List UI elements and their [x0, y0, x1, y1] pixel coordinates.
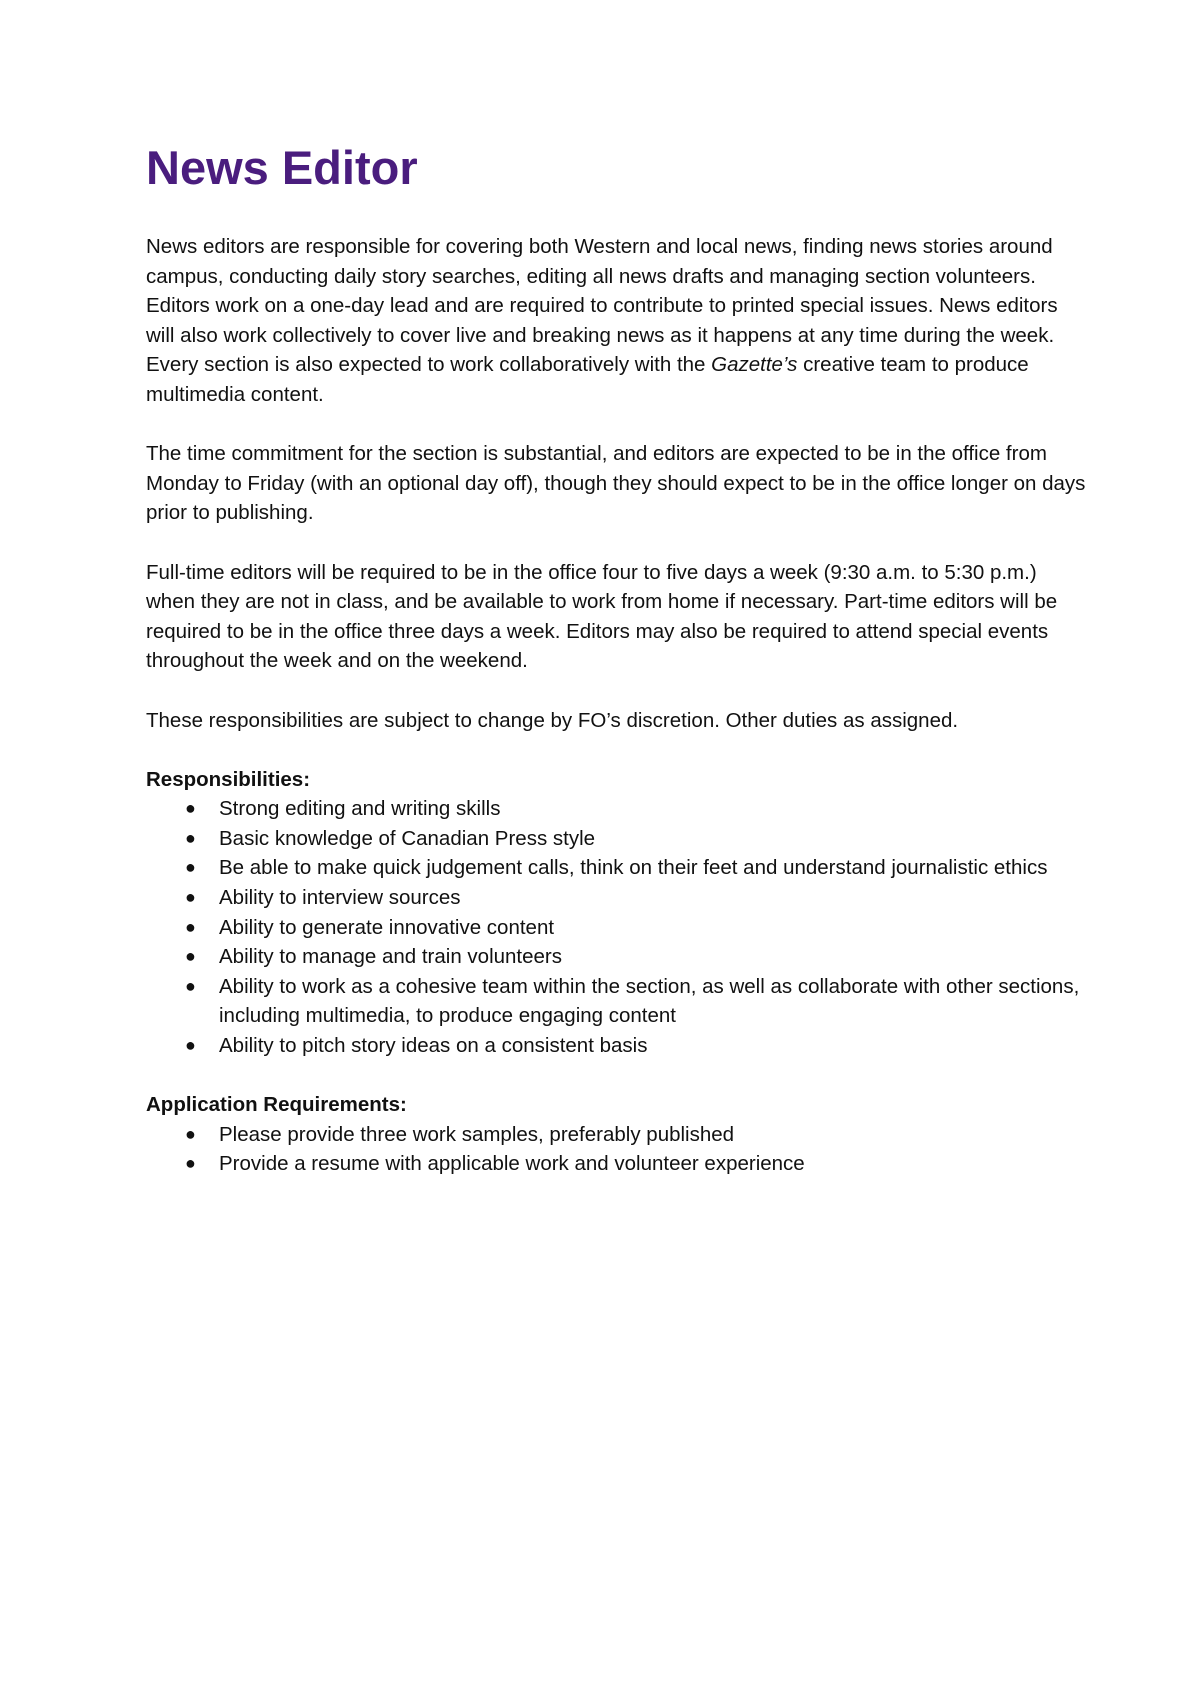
gazette-italic: Gazette’s	[711, 353, 798, 377]
bullet-icon: ●	[185, 916, 196, 937]
list-item: ● Basic knowledge of Canadian Press style	[146, 824, 1086, 854]
bullet-icon: ●	[185, 857, 196, 878]
time-commitment-paragraph: The time commitment for the section is substantial, and editors are expected to be in the office from Monday to Friday (with an optional day off), though they should expect to be in the office longer on days prior to publishing.	[146, 442, 1086, 525]
responsibilities-heading: Responsibilities:	[146, 767, 311, 791]
list-item: ● Ability to generate innovative content	[146, 913, 1086, 943]
list-item: ● Ability to interview sources	[146, 883, 1086, 913]
discretion-paragraph: These responsibilities are subject to change by FO’s discretion. Other duties as assigned.	[146, 708, 959, 732]
bullet-icon: ●	[185, 798, 196, 819]
bullet-icon: ●	[185, 827, 196, 848]
list-item: ● Provide a resume with applicable work and volunteer experience	[146, 1149, 1086, 1179]
responsibilities-list	[146, 794, 1086, 1060]
bullet-icon: ●	[185, 1035, 196, 1056]
bullet-icon: ●	[185, 887, 196, 908]
list-item: ● Please provide three work samples, preferably published	[146, 1120, 1086, 1150]
application-heading: Application Requirements:	[146, 1093, 407, 1117]
intro-paragraph	[146, 232, 1086, 410]
list-item: ● Ability to pitch story ideas on a consistent basis	[146, 1031, 1086, 1061]
list-item: ● Be able to make quick judgement calls, think on their feet and understand journalistic ethics	[146, 853, 1086, 883]
list-item: ● Ability to manage and train volunteers	[146, 942, 1086, 972]
bullet-icon: ●	[185, 1153, 196, 1174]
application-list	[146, 1120, 1086, 1179]
intro-text-start: News editors are responsible for covering both Western and local news, finding news stories around campus, conducting daily story searches, editing all news drafts and managing section volunteers. Editors work on a one-day lead and are required to contribute to printed special issues. News editors will also work collectively to cover live and breaking news as it happens at any time during the week. Every section is also expected to work collaboratively with the	[146, 235, 1058, 377]
bullet-icon: ●	[185, 975, 196, 996]
bullet-icon: ●	[185, 946, 196, 967]
intro-text-end: creative team to produce multimedia content.	[146, 353, 1029, 406]
document-title: News Editor	[146, 141, 418, 194]
bullet-icon: ●	[185, 1123, 196, 1144]
list-item: ● Ability to work as a cohesive team within the section, as well as collaborate with other sections, including multimedia, to produce engaging content	[146, 972, 1086, 1031]
schedule-paragraph: Full-time editors will be required to be in the office four to five days a week (9:30 a.m. to 5:30 p.m.) when they are not in class, and be available to work from home if necessary. Part-time editors will be required to be in the office three days a week. Editors may also be required to attend special events throughout the week and on the weekend.	[146, 560, 1058, 673]
list-item: ● Strong editing and writing skills	[146, 794, 1086, 824]
document-page	[146, 140, 1086, 1209]
